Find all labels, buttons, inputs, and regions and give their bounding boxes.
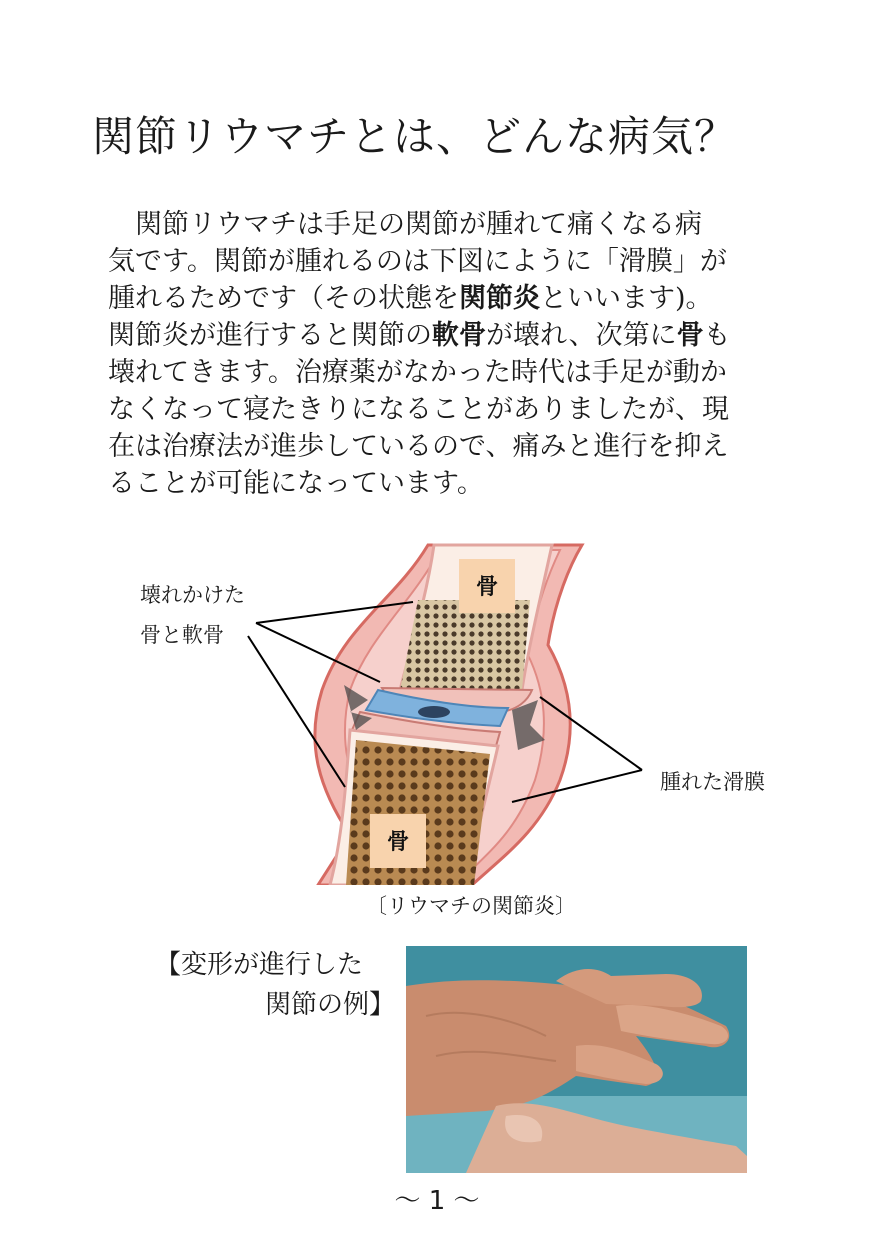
para-text: も xyxy=(703,320,731,351)
joint-illustration xyxy=(0,540,874,885)
bone-label-bottom: 骨 xyxy=(386,830,410,855)
diagram-caption: 〔リウマチの関節炎〕 xyxy=(366,894,576,918)
para-text: 関節炎が進行すると関節の xyxy=(108,320,432,351)
deformed-hand-photo xyxy=(406,946,747,1173)
para-line-8: ることが可能になっています。 xyxy=(108,468,484,499)
joint-diagram xyxy=(0,540,874,885)
para-text: が壊れ、次第に xyxy=(486,320,677,351)
upper-bone-spongy xyxy=(400,600,530,690)
bold-term-arthritis: 関節炎 xyxy=(459,283,540,314)
label-damaged-2: 骨と軟骨 xyxy=(140,623,224,647)
para-line-1: 関節リウマチは手足の関節が腫れて痛くなる病 xyxy=(135,209,702,240)
bold-term-cartilage: 軟骨 xyxy=(432,320,486,351)
bone-label-top: 骨 xyxy=(475,575,499,600)
erosion-spot xyxy=(418,706,450,718)
para-line-4 xyxy=(108,317,788,354)
para-line-6: なくなって寝たきりになることがありましたが、現 xyxy=(108,394,729,425)
para-text: 腫れるためです（その状態を xyxy=(108,283,459,314)
para-line-7: 在は治療法が進歩しているので、痛みと進行を抑え xyxy=(108,431,729,462)
bold-term-bone: 骨 xyxy=(676,320,704,351)
label-swollen-synovium: 腫れた滑膜 xyxy=(660,770,765,794)
para-line-5: 壊れてきます。治療薬がなかった時代は手足が動か xyxy=(108,357,727,388)
example-label-line-2: 関節の例】 xyxy=(265,990,396,1020)
example-label-line-1: 【変形が進行した xyxy=(155,950,364,980)
para-line-2: 気です。関節が腫れるのは下図にように「滑膜」が xyxy=(108,246,727,277)
body-paragraph xyxy=(108,206,788,502)
label-damaged-1: 壊れかけた xyxy=(140,583,245,607)
para-text: といいます)。 xyxy=(540,283,713,314)
para-line-3 xyxy=(108,280,788,317)
page-title: 関節リウマチとは、どんな病気？ xyxy=(92,112,738,161)
page-number: ～ 1 ～ xyxy=(394,1186,480,1216)
